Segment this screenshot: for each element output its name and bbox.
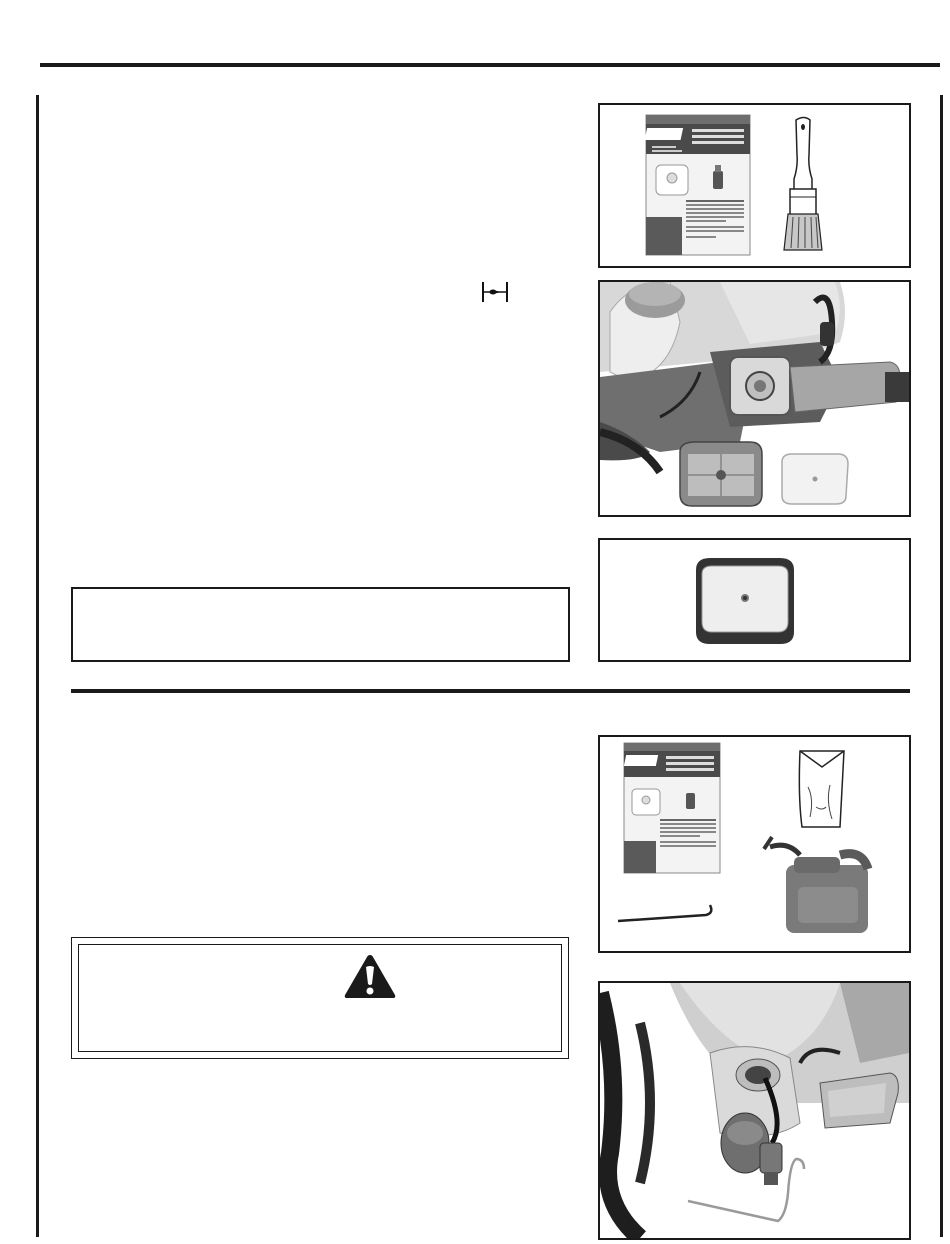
air-filter-element — [782, 454, 848, 504]
repair-kit-card — [624, 743, 720, 873]
paint-brush — [784, 118, 822, 251]
section-divider-rule — [71, 689, 910, 693]
warning-box-inner-border — [78, 944, 562, 1052]
warning-triangle-icon — [343, 952, 397, 1000]
figure-fuel-filter-removal — [598, 981, 911, 1240]
fuel-can — [764, 837, 868, 933]
left-margin-rule — [36, 95, 39, 1237]
repair-kit-card — [645, 115, 750, 255]
air-cleaner-cover — [680, 442, 762, 506]
figure-air-filter-installed — [598, 538, 911, 662]
warning-box — [71, 937, 569, 1059]
note-box — [71, 587, 570, 662]
figure-air-filter-kit — [598, 103, 911, 268]
figure-air-cleaner-removed — [598, 280, 911, 517]
air-filter-element — [696, 558, 794, 644]
figure-fuel-filter-kit — [598, 735, 911, 953]
wire-hook — [618, 905, 711, 921]
header-rule — [40, 63, 940, 67]
right-margin-rule — [940, 95, 943, 1237]
choke-symbol-icon — [481, 281, 509, 303]
shop-rag — [799, 751, 844, 827]
